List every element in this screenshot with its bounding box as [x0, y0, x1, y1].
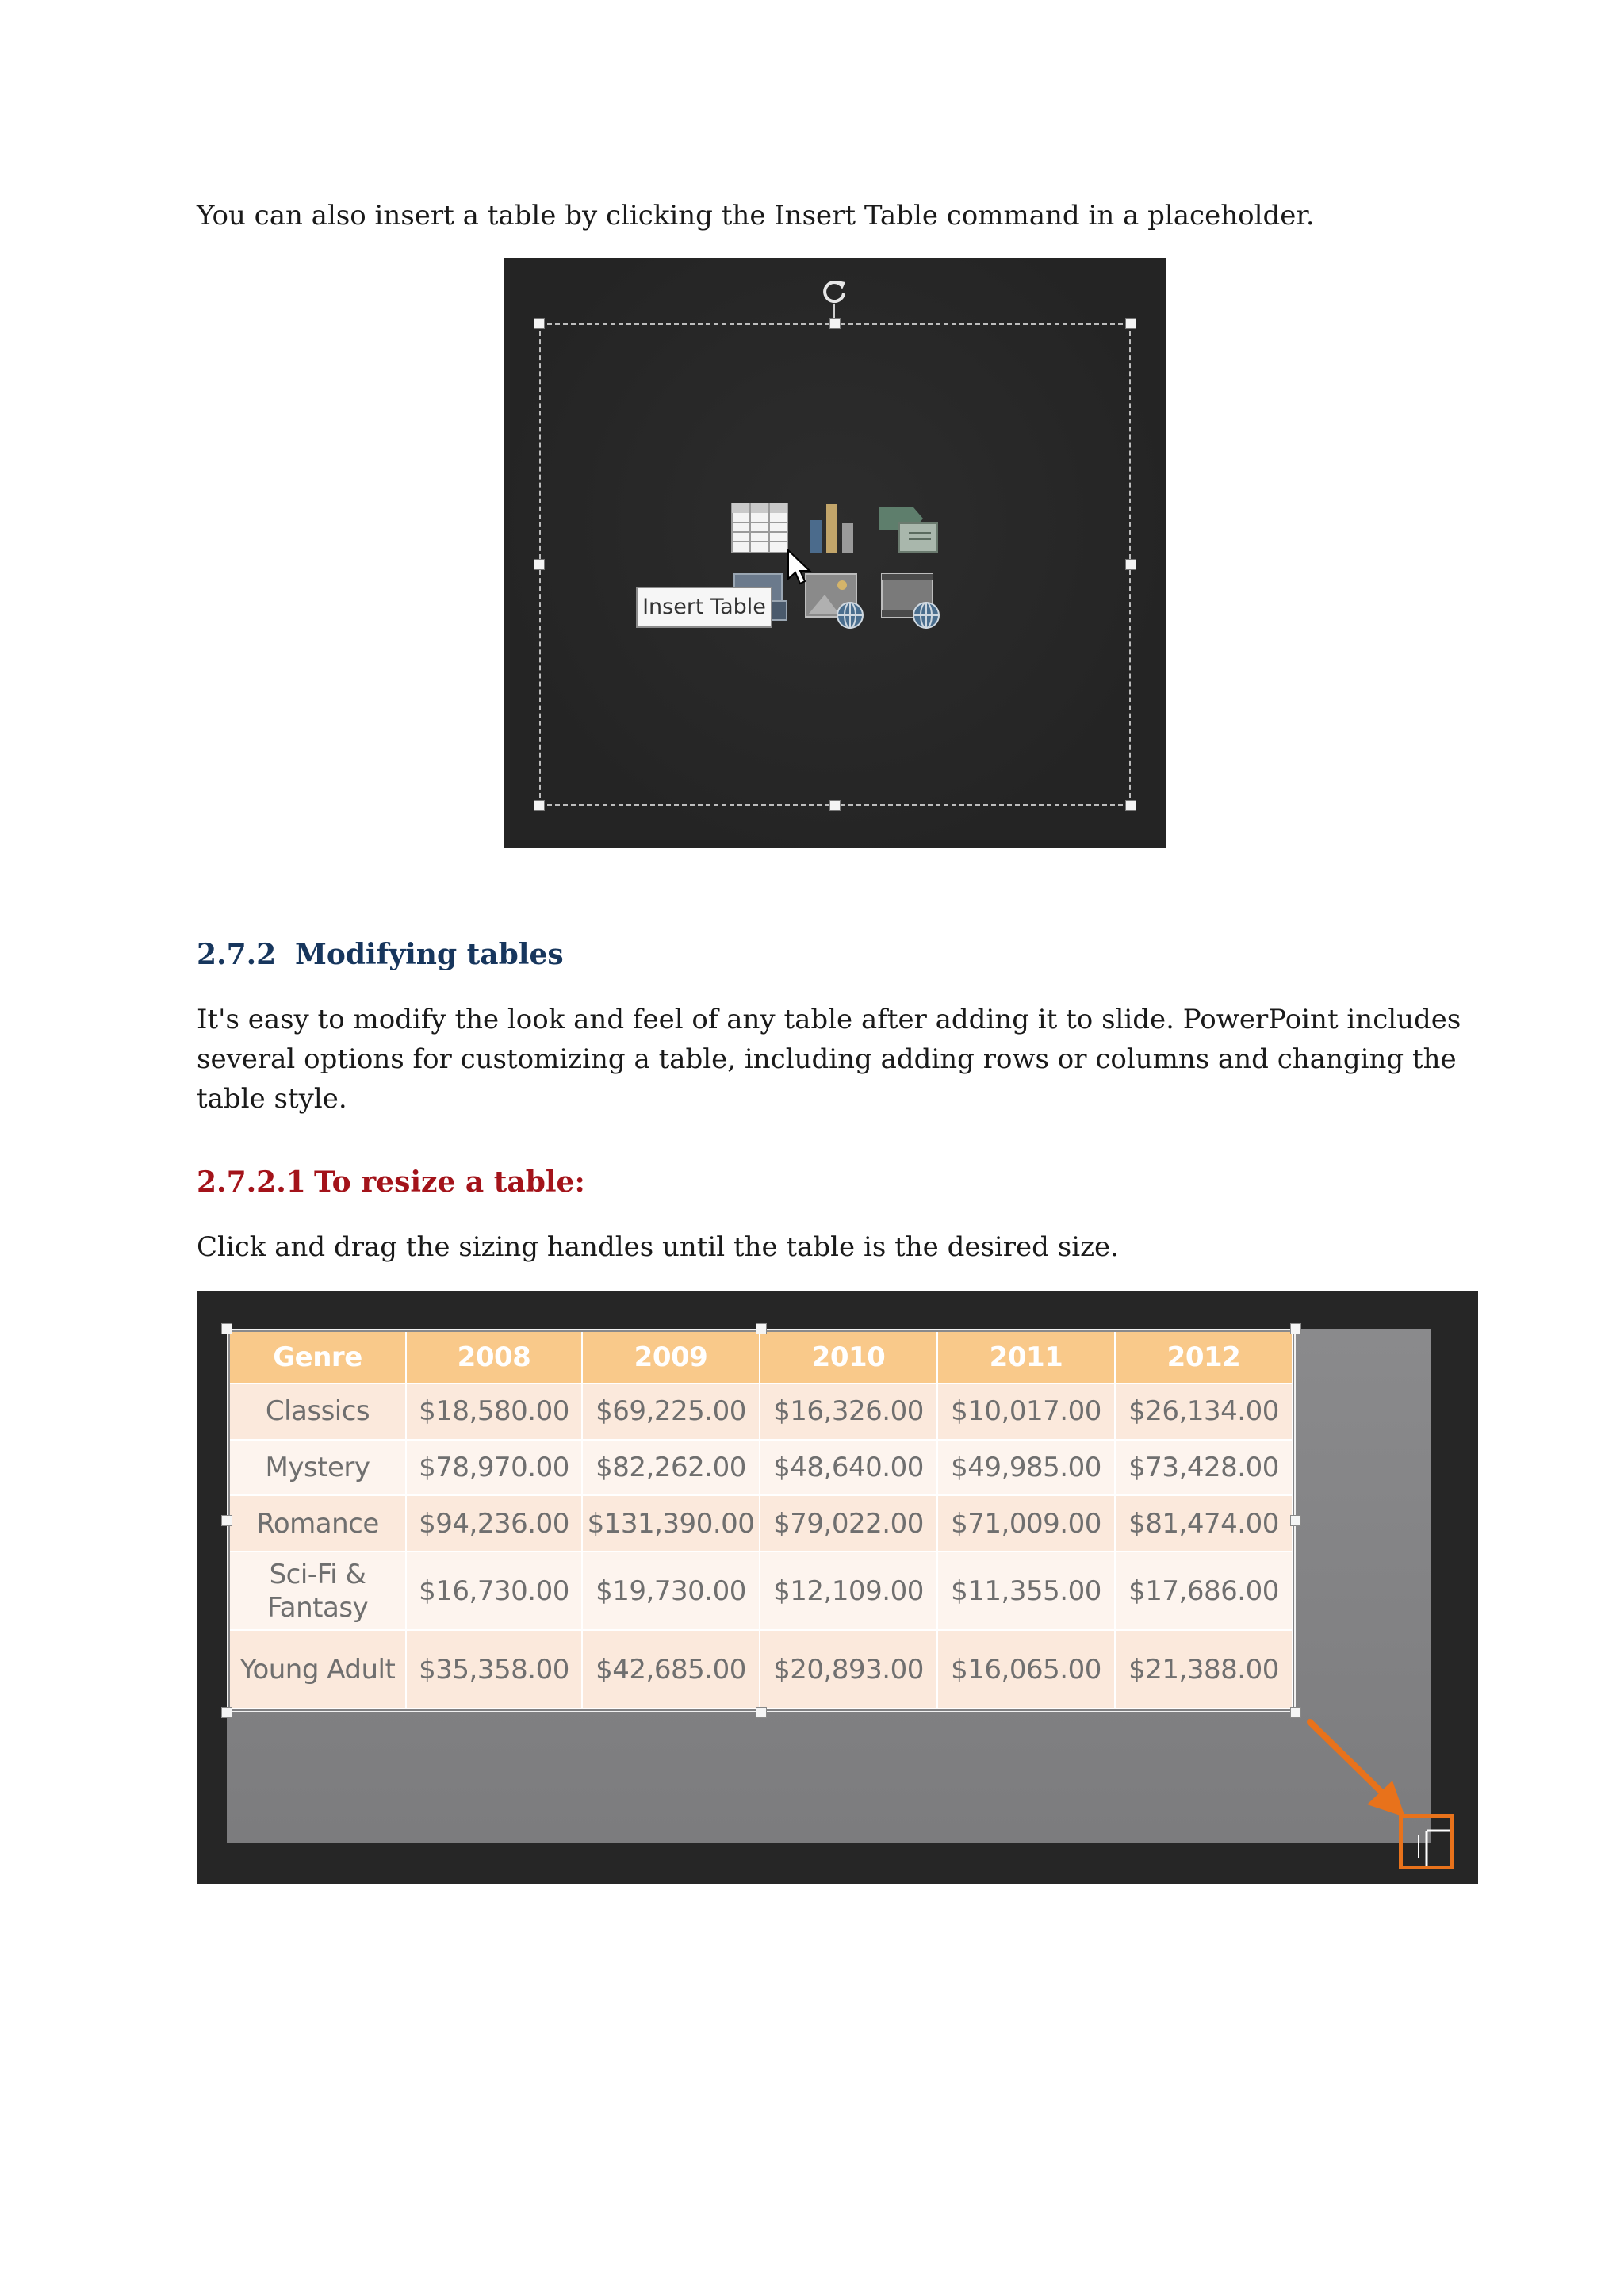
table-cell[interactable]: $42,685.00	[582, 1630, 760, 1709]
section-heading-2-7-2-1	[197, 1165, 585, 1200]
insert-table-tooltip: Insert Table	[636, 587, 772, 628]
table-cell[interactable]: $69,225.00	[582, 1383, 760, 1440]
table-cell[interactable]: $10,017.00	[937, 1383, 1115, 1440]
table-cell[interactable]: $19,730.00	[582, 1552, 760, 1630]
sizing-handle-left[interactable]	[221, 1515, 232, 1526]
section-title: Modifying tables	[295, 938, 564, 971]
sizing-handle-bottom-right[interactable]	[1290, 1707, 1301, 1718]
table-cell[interactable]: Sci-Fi & Fantasy	[230, 1552, 406, 1630]
subsection-number: 2.7.2.1	[197, 1165, 306, 1199]
sizing-handle-bottom-left[interactable]	[221, 1707, 232, 1718]
sizing-handle-bottom-left[interactable]	[534, 800, 545, 811]
table-row	[230, 1630, 1293, 1709]
sizing-handle-bottom[interactable]	[756, 1707, 767, 1718]
header-cell[interactable]: Genre	[230, 1332, 406, 1383]
sizing-handle-right[interactable]	[1290, 1515, 1301, 1526]
table-cell[interactable]: Romance	[230, 1495, 406, 1552]
table-cell[interactable]: $35,358.00	[406, 1630, 582, 1709]
table-icon[interactable]	[731, 503, 788, 553]
table-cell[interactable]: $16,326.00	[760, 1383, 937, 1440]
table-cell[interactable]: $49,985.00	[937, 1440, 1115, 1496]
table-cell[interactable]: $26,134.00	[1115, 1383, 1293, 1440]
table-cell[interactable]: $17,686.00	[1115, 1552, 1293, 1630]
sizing-handle-bottom-right[interactable]	[1125, 800, 1136, 811]
table-cell[interactable]: Young Adult	[230, 1630, 406, 1709]
table-row	[230, 1552, 1293, 1630]
table-cell[interactable]: $20,893.00	[760, 1630, 937, 1709]
online-picture-icon[interactable]	[804, 572, 868, 629]
section-heading-2-7-2	[197, 937, 564, 972]
table-cell[interactable]: $48,640.00	[760, 1440, 937, 1496]
table-cell[interactable]: $82,262.00	[582, 1440, 760, 1496]
intro-paragraph: You can also insert a table by clicking the Insert Table command in a placeholder.	[197, 200, 1315, 232]
smartart-icon[interactable]	[877, 504, 940, 553]
sizing-handle-top[interactable]	[756, 1323, 767, 1334]
table-row	[230, 1495, 1293, 1552]
rotate-icon[interactable]	[815, 273, 853, 311]
sizing-handle-bottom[interactable]	[829, 800, 841, 811]
subsection-title: To resize a table:	[314, 1165, 585, 1199]
sizing-handle-top-right[interactable]	[1125, 318, 1136, 329]
table-cell[interactable]: $73,428.00	[1115, 1440, 1293, 1496]
header-cell[interactable]: 2008	[406, 1332, 582, 1383]
header-cell[interactable]: 2009	[582, 1332, 760, 1383]
table-row	[230, 1440, 1293, 1496]
content-placeholder-frame[interactable]	[539, 323, 1131, 806]
mouse-cursor-icon	[787, 549, 812, 587]
table-cell[interactable]: $21,388.00	[1115, 1630, 1293, 1709]
table-cell[interactable]: $16,065.00	[937, 1630, 1115, 1709]
resize-cursor-icon	[1403, 1818, 1450, 1866]
sizing-handle-top-right[interactable]	[1290, 1323, 1301, 1334]
table-resize-screenshot	[197, 1291, 1478, 1884]
sizing-handle-top[interactable]	[829, 318, 841, 329]
resize-table-paragraph: Click and drag the sizing handles until the table is the desired size.	[197, 1231, 1119, 1263]
table-cell[interactable]: $71,009.00	[937, 1495, 1115, 1552]
table-cell[interactable]: $18,580.00	[406, 1383, 582, 1440]
section-number: 2.7.2	[197, 938, 277, 971]
header-cell[interactable]: 2011	[937, 1332, 1115, 1383]
sizing-handle-right[interactable]	[1125, 559, 1136, 570]
header-cell[interactable]: 2010	[760, 1332, 937, 1383]
sizing-handle-top-left[interactable]	[534, 318, 545, 329]
table-cell[interactable]: Classics	[230, 1383, 406, 1440]
video-icon[interactable]	[880, 572, 944, 629]
table-cell[interactable]: $131,390.00	[582, 1495, 760, 1552]
sizing-handle-top-left[interactable]	[221, 1323, 232, 1334]
table-cell[interactable]: $78,970.00	[406, 1440, 582, 1496]
table-cell[interactable]: $11,355.00	[937, 1552, 1115, 1630]
table-cell[interactable]: $81,474.00	[1115, 1495, 1293, 1552]
table-cell[interactable]: Mystery	[230, 1440, 406, 1496]
table-row	[230, 1383, 1293, 1440]
table-cell[interactable]: $94,236.00	[406, 1495, 582, 1552]
header-cell[interactable]: 2012	[1115, 1332, 1293, 1383]
table-header-row	[230, 1332, 1293, 1383]
table-cell[interactable]: $12,109.00	[760, 1552, 937, 1630]
placeholder-screenshot	[504, 258, 1166, 848]
sales-table[interactable]	[230, 1332, 1293, 1709]
sizing-handle-left[interactable]	[534, 559, 545, 570]
table-cell[interactable]: $79,022.00	[760, 1495, 937, 1552]
table-cell[interactable]: $16,730.00	[406, 1552, 582, 1630]
resize-corner-highlight[interactable]	[1399, 1814, 1454, 1869]
chart-icon[interactable]	[807, 501, 858, 555]
modifying-tables-paragraph: It's easy to modify the look and feel of any table after adding it to slide. PowerPoint includes several options for customizing a table, including adding rows or columns and changing the table style.	[197, 1004, 1461, 1115]
